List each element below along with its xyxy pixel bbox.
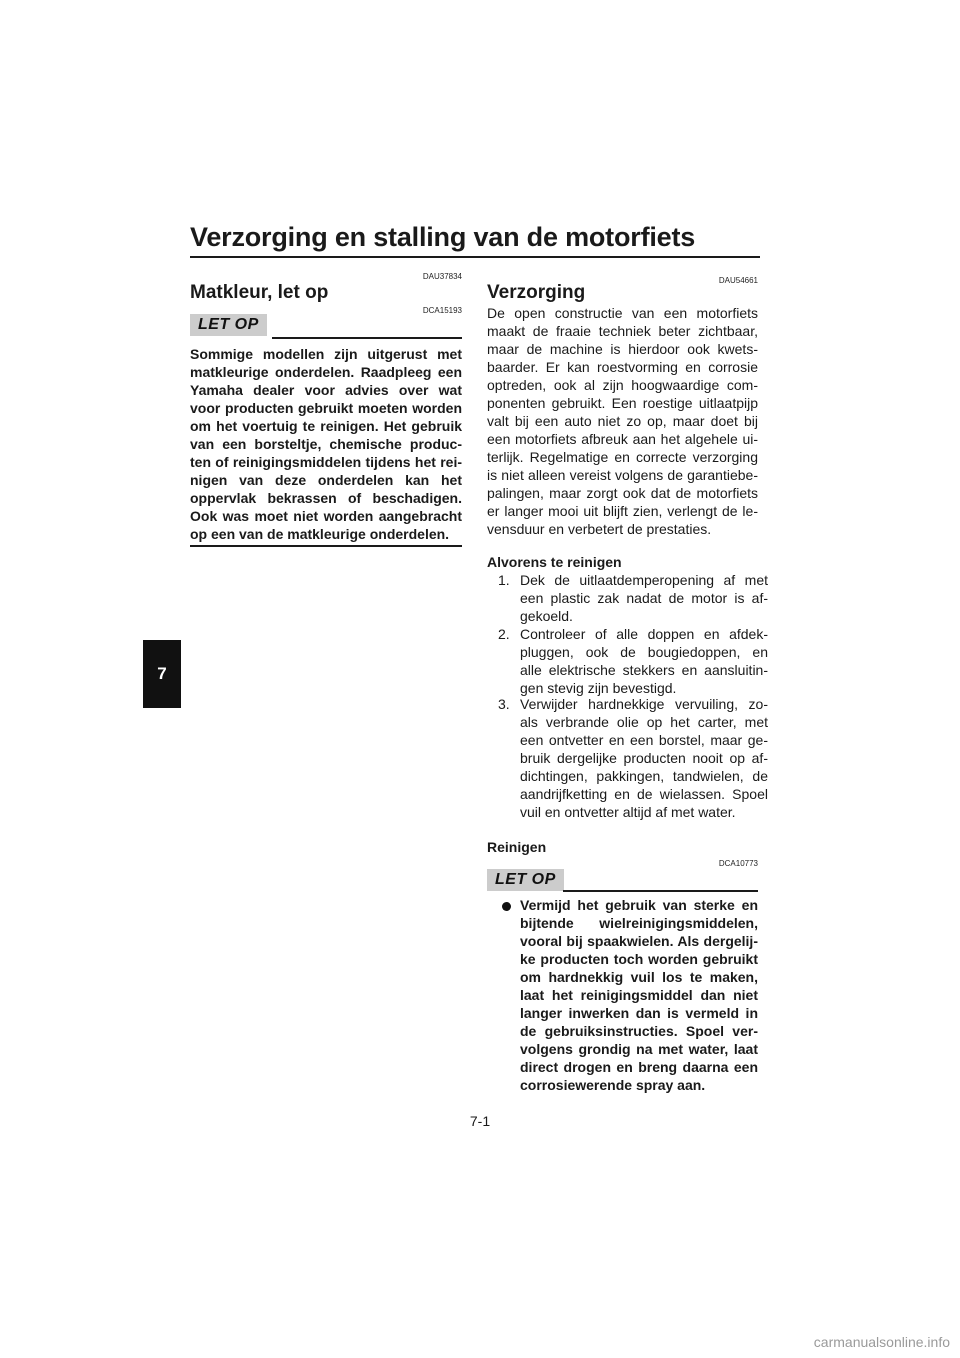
caution-badge: LET OP bbox=[190, 314, 267, 336]
section-code: DAU54661 bbox=[718, 276, 758, 285]
section-heading-verzorging: Verzorging bbox=[487, 282, 586, 303]
title-rule bbox=[190, 256, 760, 258]
caution-code: DCA15193 bbox=[422, 306, 462, 315]
page-number: 7-1 bbox=[469, 1113, 491, 1129]
subheading-cleaning: Reinigen bbox=[487, 839, 547, 855]
chapter-tab: 7 bbox=[143, 640, 181, 708]
caution-badge: LET OP bbox=[487, 869, 564, 891]
intro-paragraph: De open constructie van een motorfiets maakt de fraaie techniek beter zichtbaar, maar de machine is hierdoor ook kwets- baarder. Er kan roestvorming en corrosie optreden, ook al zijn hoogwaardige com- ponenten gebruikt. Een roestige uitlaatpijp valt bij een auto niet zo op, maar doet bij een motorfiets afbreuk aan het algehele ui- terlijk. Regelmatige en correcte verzorging is niet alleen vereist volgens de garantiebe- palingen, maar zorgt ook dat de motorfiets er langer mooi uit blijft zien, verlengt de le- vensduur en verbetert de prestaties. bbox=[487, 305, 758, 537]
watermark: carmanualsonline.info bbox=[813, 1334, 950, 1350]
bullet-icon bbox=[502, 902, 511, 911]
caution-text-cleaning: Vermijd het gebruik van sterke en bijtende wielreinigingsmiddelen, vooral bij spaakwielen. Als dergelij- ke producten toch worden gebruikt om hardnekkig vuil los te maken, laat het reinigingsmiddel dan niet langer inwerken dan is vermeld in de gebruiksinstructies. Spoel ver- volgens grondig na met water, laat direct drogen en breng daarna een corrosiewerende spray aan. bbox=[520, 897, 758, 1093]
caution-text-matkleur: Sommige modellen zijn uitgerust met matkleurige onderdelen. Raadpleeg een Yamaha dealer voor advies over wat voor producten gebruikt moeten worden om het voertuig te reinigen. Het gebruik van een borsteltje, chemische produc- ten of reinigingsmiddelen tijdens het rei- nigen van deze onderdelen kan het oppervlak bekrassen of beschadigen. Ook was moet niet worden aangebracht op een van de matkleurige onderdelen. bbox=[190, 346, 462, 542]
list-item: 3. Verwijder hardnekkige vervuiling, zo- als verbrande olie op het carter, met een ontvetter en een borstel, maar ge- bruik dergelijke producten nooit op af- dichtingen, pakkingen, tandwielen, de aandrijfketting en de wielassen. Spoel vuil en ontvetter altijd af met water. bbox=[498, 696, 768, 820]
caution-top-rule bbox=[563, 890, 758, 892]
section-heading-matkleur: Matkleur, let op bbox=[190, 282, 329, 303]
section-code: DAU37834 bbox=[422, 272, 462, 281]
caution-bottom-rule bbox=[190, 545, 462, 547]
caution-code: DCA10773 bbox=[718, 859, 758, 868]
list-item: 1. Dek de uitlaatdemperopening af met een plastic zak nadat de motor is af- gekoeld. bbox=[498, 572, 768, 624]
caution-top-rule bbox=[272, 337, 462, 339]
list-item: 2. Controleer of alle doppen en afdek- pluggen, ook de bougiedoppen, en alle elektrische stekkers en aansluitin- gen stevig zijn bevestigd. bbox=[498, 626, 768, 696]
chapter-title: Verzorging en stalling van de motorfiets bbox=[190, 222, 696, 252]
subheading-before-cleaning: Alvorens te reinigen bbox=[487, 554, 622, 570]
